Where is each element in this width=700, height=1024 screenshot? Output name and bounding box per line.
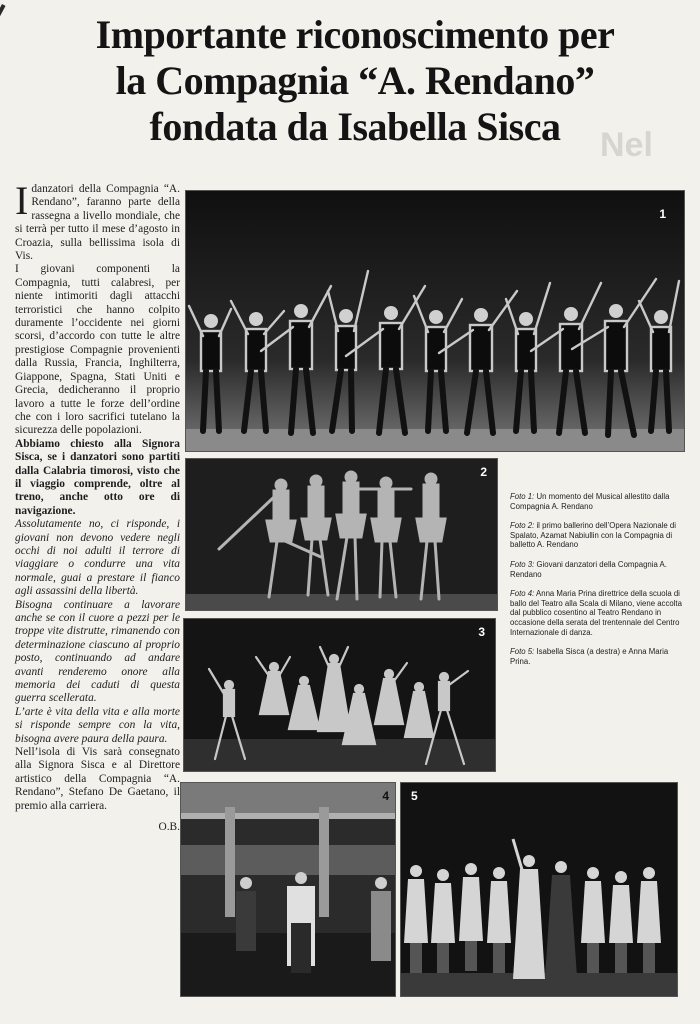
- photo-3-number: 3: [478, 625, 485, 639]
- caption-2-text: il primo ballerino dell’Opera Nazionale di Spalato, Azamat Nabiullin con la Compagnia di balletto A. Rendano: [510, 521, 677, 550]
- article-answer-1: Assolutamente no, ci risponde, i giovani non devono vedere negli occhi di noi adulti il terrore di viaggiare o condurre una vita normale, guai a prestare il fianco agli assassini della libertà.: [15, 518, 180, 598]
- photo-1-number: 1: [659, 207, 666, 221]
- caption-2: [510, 521, 685, 550]
- caption-3-text: Giovani danzatori della Compagnia A. Rendano: [510, 559, 667, 579]
- photo-5-stage-image: [401, 783, 677, 996]
- headline-line-3: fondata da Isabella Sisca: [149, 104, 561, 149]
- caption-3-label: Foto 3:: [510, 559, 535, 569]
- article-paragraph-final: Nell’isola di Vis sarà consegnato alla Signora Sisca e al Direttore artistico della Compagnia “A. Rendano”, Stefano De Gaetano, il premio alla carriera.: [15, 746, 180, 812]
- photo-4-number: 4: [382, 789, 389, 803]
- article-column: [15, 178, 180, 835]
- headline-line-2: la Compagnia “A. Rendano”: [115, 58, 595, 103]
- photo-5-number: 5: [411, 789, 418, 803]
- photo-1-musical: [185, 190, 685, 452]
- photo-2-dancers-image: [186, 459, 497, 610]
- article-answer-3: L’arte è vita della vita e alla morte si risponde sempre con la vita, bisogna avere paura della paura.: [15, 705, 180, 745]
- caption-5: [510, 647, 685, 666]
- article-signature: O.B.: [158, 821, 180, 834]
- article-question: Abbiamo chiesto alla Signora Sisca, se i danzatori sono partiti dalla Calabria timorosi, visto che il viaggio comprende, oltre al treno, anche otto ore di navigazione.: [15, 437, 180, 517]
- caption-4-text: Anna Maria Prina direttrice della scuola di ballo del Teatro alla Scala di Milano, viene accolta dal pubblico cosentino al Teatro Rendano in occasione della serata del trentennale del Centro Internazionale di danza.: [510, 589, 682, 637]
- photo-4-theatre: [180, 782, 396, 997]
- photo-2-ballet: [185, 458, 498, 611]
- headline-line-1: Importante riconoscimento per: [95, 12, 615, 57]
- article-paragraph-2: I giovani componenti la Compagnia, tutti calabresi, per niente intimoriti dagli attacchi terroristici che hanno colpito duramente l’occidente nei giorni scorsi, d’accordo con tutte le altre prestigiose Compagnie provenienti dalla Russia, Francia, Inghilterra, Giappone, Spagna, Stati Uniti e Grecia, dedicheranno il proprio lavoro a tutte le forze dell’ordine che con i loro sacrifici tutelano la sicurezza delle popolazioni.: [15, 263, 180, 437]
- caption-5-text: Isabella Sisca (a destra) e Anna Maria Prina.: [510, 647, 669, 666]
- caption-4: [510, 589, 685, 637]
- corner-mark: [0, 4, 6, 59]
- photo-2-number: 2: [480, 465, 487, 479]
- caption-2-label: Foto 2:: [510, 521, 535, 531]
- drop-cap: I: [15, 178, 29, 223]
- caption-3: [510, 560, 685, 579]
- caption-1-text: Un momento del Musical allestito dalla Compagnia A. Rendano: [510, 492, 670, 511]
- caption-1: [510, 492, 685, 511]
- caption-5-label: Foto 5:: [510, 647, 535, 657]
- photo-captions: [510, 492, 685, 676]
- background-bleed-text: Nel: [600, 126, 653, 164]
- caption-4-label: Foto 4:: [510, 589, 535, 599]
- photo-1-dancers-image: [186, 191, 684, 451]
- article-answer-2: Bisogna continuare a lavorare anche se con il cuore a pezzi per le troppe vite distrutte, rimanendo con determinazione ciascuno al proprio posto, continuando ad andare avanti renderemo onore alla memoria dei caduti di questa guerra scellerata.: [15, 598, 180, 705]
- headline: [20, 12, 690, 150]
- photo-3-dancers-image: [184, 619, 495, 771]
- article-paragraph-1-text: danzatori della Compagnia “A. Rendano”, faranno parte della rassegna a livello mondiale, che si terrà per tutto il mese d’agosto in Croazia, sulla bellissima isola di Vis.: [15, 183, 180, 263]
- photo-5-stage-greeting: [400, 782, 678, 997]
- photo-4-theatre-image: [181, 783, 395, 996]
- photo-3-young-dancers: [183, 618, 496, 772]
- caption-1-label: Foto 1:: [510, 492, 535, 501]
- article-paragraph-1: [15, 178, 180, 263]
